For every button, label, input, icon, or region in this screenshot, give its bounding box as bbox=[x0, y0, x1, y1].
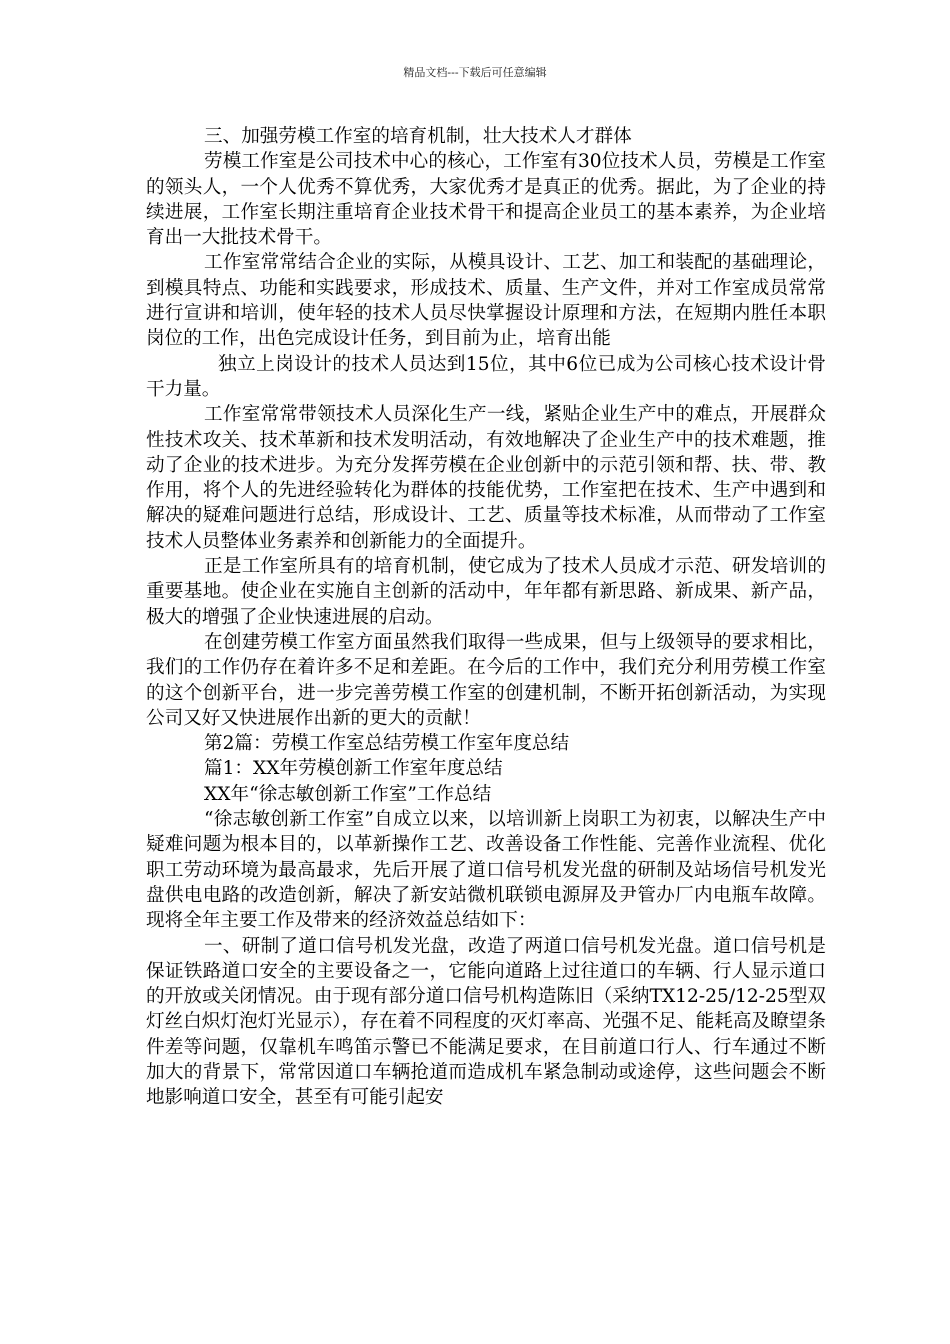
body-paragraph: 一、研制了道口信号机发光盘，改造了两道口信号机发光盘。道口信号机是保证铁路道口安全的主要设备之一，它能向道路上过往道口的车辆、行人显示道口的开放或关闭情况。由于现有部分道口信号机构造陈旧（采纳TX12-25/12-25型双灯丝白炽灯泡灯光显示），存在着不同程度的灭灯率高、光强不足、能耗高及瞭望条件差等问题，仅靠机车鸣笛示警已不能满足要求，在目前道口行人、行车通过不断加大的背景下，常常因道口车辆抢道而造成机车紧急制动或途停，这些问题会不断地影响道口安全，甚至有可能引起安 bbox=[146, 935, 826, 1109]
page-header: 精品文档---下载后可任意编辑 bbox=[403, 66, 547, 79]
body-paragraph: “徐志敏创新工作室”自成立以来，以培训新上岗职工为初衷，以解决生产中疑难问题为根本目的，以革新操作工艺、改善设备工作性能、完善作业流程、优化职工劳动环境为最高最求，先后开展了道口信号机发光盘的研制及站场信号机发光盘供电电路的改造创新，解决了新安站微机联锁电源屏及尹管办厂内电瓶车故障。现将全年主要工作及带来的经济效益总结如下： bbox=[146, 809, 826, 932]
body-paragraph: 工作室常常结合企业的实际，从模具设计、工艺、加工和装配的基础理论，到模具特点、功能和实践要求，形成技术、质量、生产文件，并对工作室成员常常进行宣讲和培训，使年轻的技术人员尽快掌握设计原理和方法，在短期内胜任本职岗位的工作，出色完成设计任务，到目前为止，培育出能 bbox=[146, 252, 826, 350]
document-body bbox=[146, 124, 826, 1111]
body-paragraph: 工作室常常带领技术人员深化生产一线，紧贴企业生产中的难点，开展群众性技术攻关、技术革新和技术发明活动，有效地解决了企业生产中的技术难题，推动了企业的技术进步。为充分发挥劳模在企业创新中的示范引领和帮、扶、带、教作用，将个人的先进经验转化为群体的技能优势，工作室把在技术、生产中遇到和解决的疑难问题进行总结，形成设计、工艺、质量等技术标准，从而带动了工作室技术人员整体业务素养和创新能力的全面提升。 bbox=[146, 404, 826, 552]
body-paragraph: 劳模工作室是公司技术中心的核心，工作室有30位技术人员，劳模是工作室的领头人，一个人优秀不算优秀，大家优秀才是真正的优秀。据此，为了企业的持续进展，工作室长期注重培育企业技术骨干和提高企业员工的基本素养，为企业培育出一大批技术骨干。 bbox=[146, 151, 826, 249]
section-heading: 三、加强劳模工作室的培育机制，壮大技术人才群体 bbox=[204, 126, 632, 147]
body-paragraph: 正是工作室所具有的培育机制，使它成为了技术人员成才示范、研发培训的重要基地。使企业在实施自主创新的活动中，年年都有新思路、新成果、新产品，极大的增强了企业快速进展的启动。 bbox=[146, 556, 826, 628]
body-paragraph: 在创建劳模工作室方面虽然我们取得一些成果，但与上级领导的要求相比，我们的工作仍存在着许多不足和差距。在今后的工作中，我们充分利用劳模工作室的这个创新平台，进一步完善劳模工作室的创建机制，不断开拓创新活动，为实现公司又好又快进展作出新的更大的贡献！ bbox=[146, 631, 826, 729]
sub-heading: 篇1：XX年劳模创新工作室年度总结 bbox=[204, 758, 503, 780]
sub-heading: XX年“徐志敏创新工作室”工作总结 bbox=[204, 783, 492, 805]
body-paragraph: 独立上岗设计的技术人员达到15位，其中6位已成为公司核心技术设计骨干力量。 bbox=[146, 353, 826, 400]
chapter-heading: 第2篇：劳模工作室总结劳模工作室年度总结 bbox=[204, 733, 570, 755]
